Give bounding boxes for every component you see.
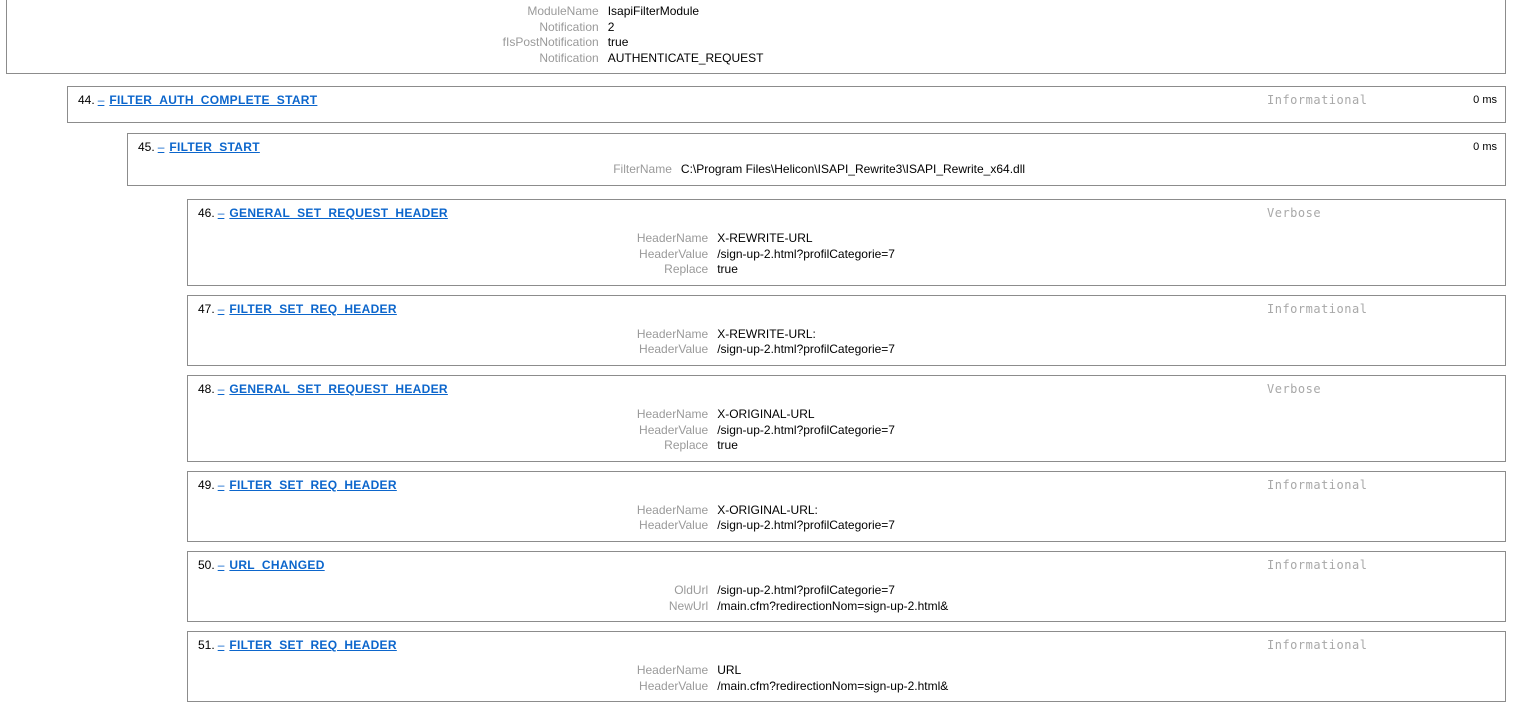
detail-row — [188, 327, 1505, 343]
detail-key: Notification — [539, 19, 599, 34]
collapse-toggle-link[interactable]: – — [217, 301, 225, 316]
collapse-toggle-link[interactable]: – — [157, 140, 165, 155]
trace-event-50 — [187, 551, 1506, 622]
detail-key: HeaderValue — [639, 518, 709, 533]
detail-row — [7, 35, 1505, 51]
detail-value: /main.cfm?redirectionNom=sign-up-2.html& — [717, 598, 949, 613]
detail-value: /sign-up-2.html?profilCategorie=7 — [717, 518, 895, 533]
detail-row — [188, 503, 1505, 519]
detail-row — [188, 583, 1505, 599]
detail-value: true — [717, 438, 738, 453]
event-name-link[interactable]: FILTER_SET_REQ_HEADER — [229, 301, 397, 316]
detail-key: HeaderValue — [639, 342, 709, 357]
detail-key: HeaderName — [636, 406, 709, 421]
detail-row — [188, 342, 1505, 358]
detail-key: HeaderName — [636, 230, 709, 245]
severity-label: Informational — [1267, 93, 1368, 108]
detail-key: Replace — [664, 438, 709, 453]
detail-row — [7, 4, 1505, 20]
event-name-link[interactable]: FILTER_AUTH_COMPLETE_START — [109, 93, 318, 108]
detail-value: /sign-up-2.html?profilCategorie=7 — [717, 246, 895, 261]
event-number: 45. — [138, 140, 155, 155]
event-name-link[interactable]: FILTER_SET_REQ_HEADER — [229, 477, 397, 492]
detail-value: /sign-up-2.html?profilCategorie=7 — [717, 422, 895, 437]
trace-event-47 — [187, 295, 1506, 366]
detail-key: FilterName — [613, 162, 672, 177]
detail-value: true — [607, 35, 629, 50]
collapse-toggle-link[interactable]: – — [217, 477, 225, 492]
detail-value: /main.cfm?redirectionNom=sign-up-2.html& — [717, 678, 949, 693]
detail-key: Replace — [664, 262, 709, 277]
detail-value: IsapiFilterModule — [607, 4, 700, 18]
event-number: 44. — [78, 93, 95, 108]
event-details — [188, 317, 1505, 365]
detail-row — [188, 407, 1505, 423]
detail-row — [128, 162, 1505, 178]
severity-label: Informational — [1267, 477, 1368, 492]
detail-key: NewUrl — [668, 598, 709, 613]
detail-key: HeaderValue — [639, 246, 709, 261]
severity-label: Verbose — [1267, 381, 1322, 396]
trace-event-46 — [187, 199, 1506, 286]
detail-row — [7, 51, 1505, 67]
trace-event-48 — [187, 375, 1506, 462]
event-details — [128, 155, 1505, 185]
detail-key: Notification — [539, 50, 599, 65]
detail-value: X-REWRITE-URL — [717, 230, 813, 245]
event-name-link[interactable]: FILTER_START — [169, 140, 260, 155]
event-number: 51. — [198, 638, 215, 653]
detail-value: C:\Program Files\Helicon\ISAPI_Rewrite3\ISAPI_Rewrite_x64.dll — [680, 162, 1026, 177]
event-title — [128, 134, 1505, 155]
trace-event-44 — [67, 86, 1506, 123]
event-details — [188, 653, 1505, 701]
previous-event-details-box — [6, 0, 1506, 74]
trace-event-45 — [127, 133, 1506, 186]
duration-label: 0 ms — [1473, 94, 1497, 107]
detail-key: HeaderValue — [639, 678, 709, 693]
detail-value: X-ORIGINAL-URL: — [717, 502, 818, 517]
detail-row — [7, 20, 1505, 36]
event-details — [188, 221, 1505, 285]
detail-key: HeaderValue — [639, 422, 709, 437]
severity-label: Informational — [1267, 557, 1368, 572]
duration-label: 0 ms — [1473, 141, 1497, 154]
collapse-toggle-link[interactable]: – — [217, 381, 225, 396]
collapse-toggle-link[interactable]: – — [217, 205, 225, 220]
event-number: 46. — [198, 205, 215, 220]
detail-row — [188, 518, 1505, 534]
severity-label: Informational — [1267, 638, 1368, 653]
detail-row — [188, 438, 1505, 454]
event-details — [188, 397, 1505, 461]
detail-value: X-ORIGINAL-URL — [717, 406, 815, 421]
detail-key: HeaderName — [636, 663, 709, 678]
detail-row — [188, 231, 1505, 247]
event-number: 47. — [198, 301, 215, 316]
detail-value: URL — [717, 663, 742, 678]
detail-row — [188, 663, 1505, 679]
event-name-link[interactable]: GENERAL_SET_REQUEST_HEADER — [229, 381, 448, 396]
detail-value: true — [717, 262, 738, 277]
collapse-toggle-link[interactable]: – — [97, 93, 105, 108]
detail-key: fIsPostNotification — [502, 35, 599, 50]
event-number: 48. — [198, 381, 215, 396]
detail-row — [188, 247, 1505, 263]
detail-row — [188, 423, 1505, 439]
trace-event-51 — [187, 631, 1506, 702]
detail-row — [188, 262, 1505, 278]
collapse-toggle-link[interactable]: – — [217, 557, 225, 572]
detail-value: AUTHENTICATE_REQUEST — [607, 50, 764, 65]
event-details — [188, 573, 1505, 621]
detail-row — [188, 599, 1505, 615]
detail-key: HeaderName — [636, 502, 709, 517]
event-number: 49. — [198, 477, 215, 492]
detail-value: /sign-up-2.html?profilCategorie=7 — [717, 342, 895, 357]
detail-value: 2 — [607, 19, 615, 34]
detail-key: OldUrl — [674, 582, 709, 597]
event-details — [188, 493, 1505, 541]
collapse-toggle-link[interactable]: – — [217, 638, 225, 653]
detail-value: /sign-up-2.html?profilCategorie=7 — [717, 582, 895, 597]
detail-value: X-REWRITE-URL: — [717, 326, 816, 341]
event-name-link[interactable]: GENERAL_SET_REQUEST_HEADER — [229, 205, 448, 220]
detail-key: ModuleName — [527, 4, 599, 18]
event-details — [68, 108, 1505, 122]
severity-label: Verbose — [1267, 205, 1322, 220]
event-number: 50. — [198, 557, 215, 572]
event-name-link[interactable]: URL_CHANGED — [229, 557, 325, 572]
trace-event-49 — [187, 471, 1506, 542]
detail-key: HeaderName — [636, 326, 709, 341]
event-name-link[interactable]: FILTER_SET_REQ_HEADER — [229, 638, 397, 653]
severity-label: Informational — [1267, 301, 1368, 316]
detail-row — [188, 679, 1505, 695]
